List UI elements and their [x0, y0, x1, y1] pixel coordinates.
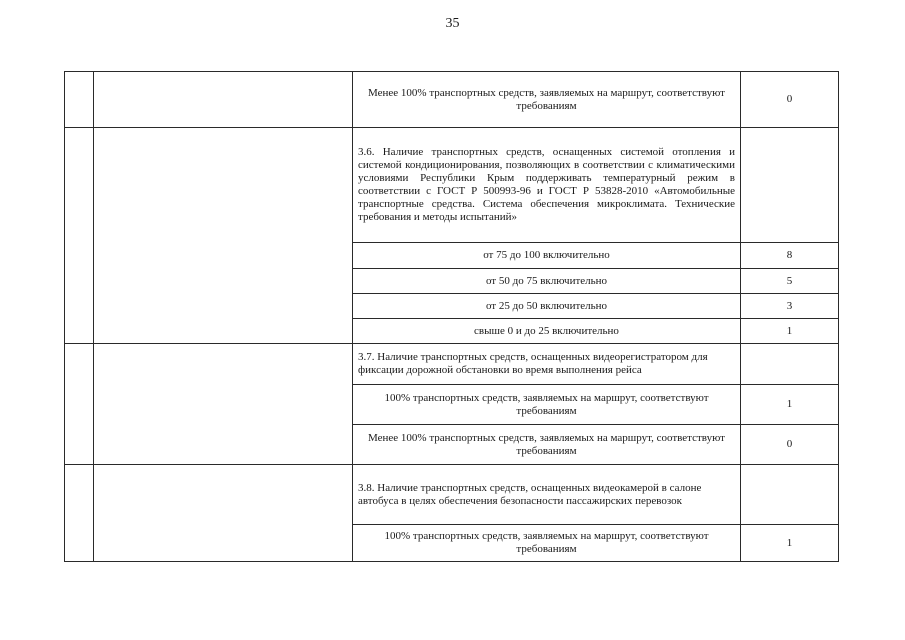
option-cell: 100% транспортных средств, заявляемых на маршрут, соответствуют требованиям [353, 525, 741, 562]
score-cell: 1 [741, 385, 839, 425]
score-cell: 1 [741, 319, 839, 344]
score-cell [741, 465, 839, 525]
criterion-name-cell [94, 465, 353, 562]
option-cell: 100% транспортных средств, заявляемых на маршрут, соответствуют требованиям [353, 385, 741, 425]
score-cell: 0 [741, 425, 839, 465]
number-cell [65, 465, 94, 562]
criterion-name-cell [94, 128, 353, 344]
criterion-heading: 3.7. Наличие транспортных средств, оснащенных видеорегистратором для фиксации дорожной обстановки во время выполнения рейса [353, 344, 741, 385]
number-cell [65, 128, 94, 344]
table-row [65, 465, 839, 525]
criterion-name-cell [94, 72, 353, 128]
option-cell: Менее 100% транспортных средств, заявляемых на маршрут, соответствуют требованиям [353, 425, 741, 465]
score-cell: 0 [741, 72, 839, 128]
score-cell: 8 [741, 243, 839, 269]
page-number: 35 [445, 16, 460, 31]
criterion-heading: 3.6. Наличие транспортных средств, оснащенных системой отопления и системой кондиционирования, позволяющих в соответствии с климатическими условиями Республики Крым поддерживать температурный режим в соответствии с ГОСТ Р 500993-96 и ГОСТ Р 53828-2010 «Автомобильные транспортные средства. Система обеспечения микроклимата. Технические требования и методы испытаний» [353, 128, 741, 243]
table-row [65, 344, 839, 385]
score-cell: 1 [741, 525, 839, 562]
score-cell: 5 [741, 269, 839, 294]
table-row [65, 72, 839, 128]
option-cell: от 50 до 75 включительно [353, 269, 741, 294]
option-cell: Менее 100% транспортных средств, заявляемых на маршрут, соответствуют требованиям [353, 72, 741, 128]
option-cell: от 25 до 50 включительно [353, 294, 741, 319]
criterion-name-cell [94, 344, 353, 465]
option-cell: свыше 0 и до 25 включительно [353, 319, 741, 344]
score-cell [741, 128, 839, 243]
table-row [65, 128, 839, 243]
option-cell: от 75 до 100 включительно [353, 243, 741, 269]
score-cell: 3 [741, 294, 839, 319]
score-cell [741, 344, 839, 385]
criterion-heading: 3.8. Наличие транспортных средств, оснащенных видеокамерой в салоне автобуса в целях обеспечения безопасности пассажирских перевозок [353, 465, 741, 525]
number-cell [65, 344, 94, 465]
number-cell [65, 72, 94, 128]
criteria-table [64, 71, 839, 562]
